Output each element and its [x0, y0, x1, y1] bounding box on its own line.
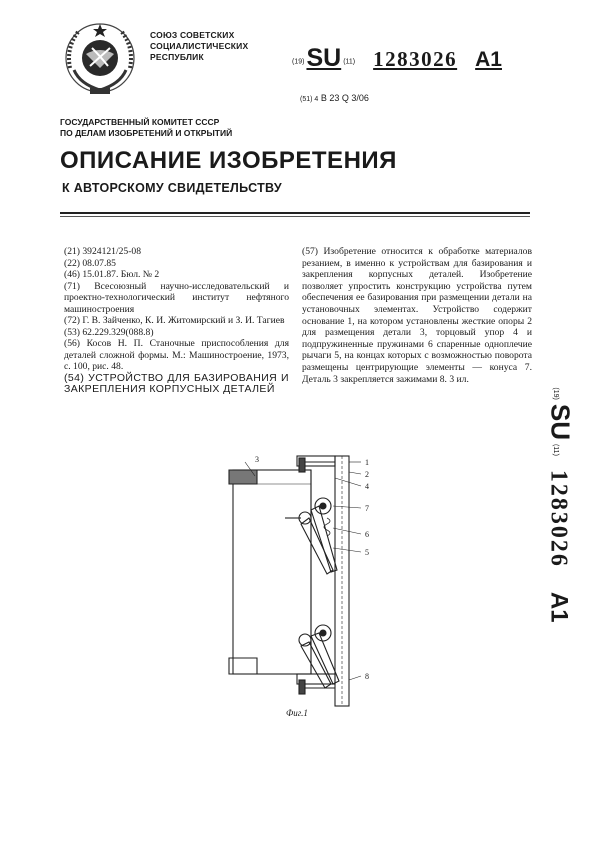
- page-subtitle: К АВТОРСКОМУ СВИДЕТЕЛЬСТВУ: [62, 181, 282, 195]
- union-line: СОЦИАЛИСТИЧЕСКИХ: [150, 41, 249, 51]
- field-21: (21) 3924121/25-08: [64, 246, 142, 257]
- drawing-label: 8: [365, 672, 369, 681]
- patent-kind: A1: [545, 591, 573, 623]
- committee-line: ГОСУДАРСТВЕННЫЙ КОМИТЕТ СССР: [60, 117, 220, 127]
- drawing-label: 3: [255, 455, 259, 464]
- ipc-value: B 23 Q 3/06: [320, 93, 369, 103]
- ussr-emblem-icon: [60, 18, 140, 98]
- union-line: РЕСПУБЛИК: [150, 52, 204, 62]
- drawing-label: 4: [365, 482, 369, 491]
- field-53: (53) 62.229.329(088.8): [64, 326, 154, 338]
- field-56: (56) Косов Н. П. Станочные приспособления для деталей сложной формы. М.: Машиностроение, 1973, с. 100, рис. 48.: [64, 338, 289, 372]
- patent-kind: A1: [475, 48, 502, 71]
- committee-line: ПО ДЕЛАМ ИЗОБРЕТЕНИЙ И ОТКРЫТИЙ: [60, 128, 233, 138]
- vertical-patent-number: [540, 300, 580, 710]
- union-line: СОЮЗ СОВЕТСКИХ: [150, 30, 235, 40]
- patent-number-block: [292, 44, 502, 73]
- code-11: (11): [552, 443, 560, 456]
- figure-caption: Фиг.1: [286, 708, 308, 718]
- drawing-label: 1: [365, 458, 369, 467]
- ipc-classification: [300, 93, 369, 103]
- abstract-text: (57) Изобретение относится к обработке материалов резанием, в именно к устройствам для базирования и закрепления корпусных деталей. Изобретение позволяет упростить конструкцию устройства путем обеспечения ее базирования при размещении детали на установочных элементах. Устройство содержит основание 1, на котором установлены жесткие опоры 2 для размещения детали 3, торцовый упор 4 и подпружиненные пружинами 6 спаренные одноплечие рычаги 5, на концах которых с возможностью поворота размещены центрирующие элементы — конуса 7. Деталь 3 закрепляется зажимами 8. 3 ил.: [302, 246, 532, 385]
- drawing-label: 6: [365, 530, 369, 539]
- technical-drawing: [215, 448, 385, 723]
- code-11: (11): [343, 58, 356, 66]
- field-46: (46) 15.01.87. Бюл. № 2: [64, 269, 160, 280]
- field-22: (22) 08.07.85: [64, 257, 116, 269]
- page-title: ОПИСАНИЕ ИЗОБРЕТЕНИЯ: [60, 147, 397, 174]
- drawing-label: 2: [365, 470, 369, 479]
- divider: [60, 212, 530, 214]
- field-72: (72) Г. В. Зайченко, К. И. Житомирский и З. И. Тагиев: [64, 315, 285, 326]
- ipc-code-label: (51) 4: [300, 96, 319, 103]
- drawing-label: 7: [365, 504, 369, 513]
- field-71: (71) Всесоюзный научно-исследовательский и проектно-технологический институт нефтяного машиностроения: [64, 280, 289, 315]
- divider: [60, 216, 530, 217]
- drawing-label: 5: [365, 548, 369, 557]
- patent-number: 1283026: [373, 47, 458, 71]
- bibliographic-data: [64, 246, 289, 395]
- country-code: SU: [545, 403, 576, 440]
- code-19: (19): [552, 387, 560, 400]
- patent-number: 1283026: [545, 469, 572, 568]
- union-name: [150, 30, 270, 63]
- committee-name: [60, 117, 290, 139]
- code-19: (19): [292, 58, 305, 66]
- country-code: SU: [306, 44, 342, 72]
- field-54-invention-title: (54) УСТРОЙСТВО ДЛЯ БАЗИРОВАНИЯ И ЗАКРЕПЛЕНИЯ КОРПУСНЫХ ДЕТАЛЕЙ: [64, 371, 289, 395]
